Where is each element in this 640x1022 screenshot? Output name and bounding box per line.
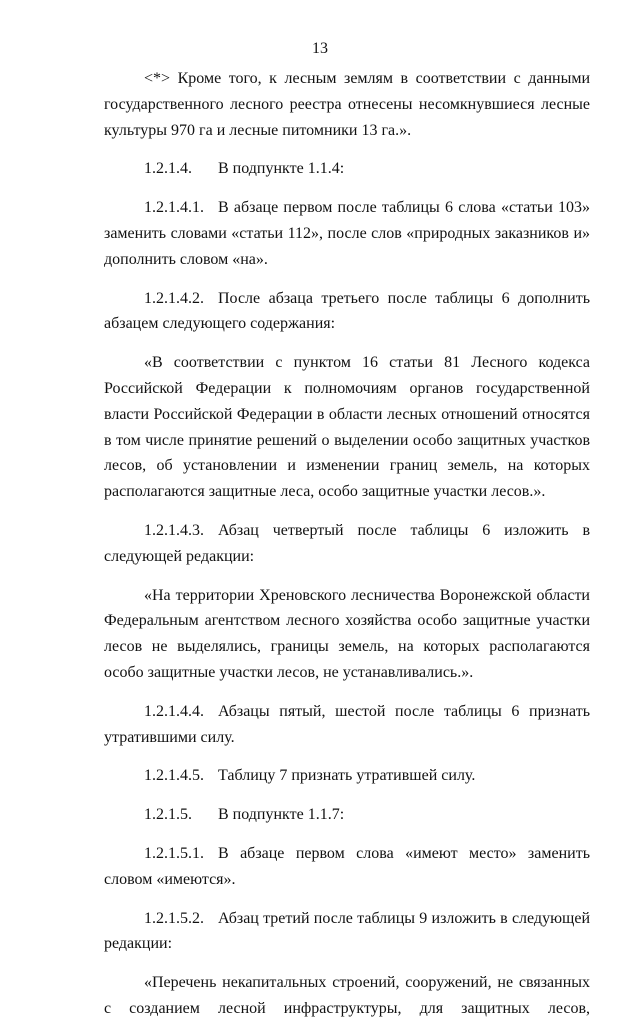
paragraph-1-2-1-4-3 <box>104 518 590 570</box>
paragraph-text: Абзац третий после таблицы 9 изложить в следующей редакции: <box>104 909 590 953</box>
paragraph-text: <*> Кроме того, к лесным землям в соответствии с данными государственного лесного реестра отнесены несомкнувшиеся лесные культуры 970 га и лесные питомники 13 га.». <box>104 70 590 139</box>
paragraph-number: 1.2.1.5. <box>144 806 192 824</box>
document-body <box>104 66 590 1022</box>
quoted-paragraph <box>104 350 590 505</box>
paragraph-1-2-1-5-1 <box>104 841 590 893</box>
paragraph-number: 1.2.1.4.3. <box>144 521 204 539</box>
paragraph-text: В абзаце первом после таблицы 6 слова «статьи 103» заменить словами «статьи 112», после слов «природных заказников и» дополнить словом «на». <box>104 199 590 268</box>
paragraph-text: В подпункте 1.1.4: <box>218 160 345 178</box>
paragraph-footnote <box>104 66 590 143</box>
paragraph-number: 1.2.1.4.5. <box>144 767 204 785</box>
paragraph-1-2-1-4-5 <box>104 763 590 789</box>
paragraph-text: В подпункте 1.1.7: <box>218 806 345 824</box>
quoted-paragraph <box>104 970 590 1022</box>
paragraph-text: В абзаце первом слова «имеют место» заменить словом «имеются». <box>104 844 590 888</box>
paragraph-text: «На территории Хреновского лесничества Воронежской области Федеральным агентством лесного хозяйства особо защитные участки лесов не выделялись, границы земель, на которых располагаются особо защитные участки лесов, не устанавливались.». <box>104 586 590 681</box>
paragraph-text: Абзацы пятый, шестой после таблицы 6 признать утратившими силу. <box>104 702 590 746</box>
paragraph-number: 1.2.1.5.2. <box>144 909 204 927</box>
paragraph-text: После абзаца третьего после таблицы 6 дополнить абзацем следующего содержания: <box>104 289 590 333</box>
paragraph-text: «В соответствии с пунктом 16 статьи 81 Лесного кодекса Российской Федерации к полномочиям органов государственной власти Российской Федерации в области лесных отношений относятся в том числе принятие решений о выделении особо защитных участков лесов, об установлении и изменении границ земель, на которых располагаются защитные леса, особо защитные участки лесов.». <box>104 354 590 501</box>
paragraph-text: «Перечень некапитальных строений, сооружений, не связанных с созданием лесной инфраструктуры, для защитных лесов, <box>104 974 590 1017</box>
paragraph-text: Таблицу 7 признать утратившей силу. <box>218 767 476 785</box>
paragraph-1-2-1-4-1 <box>104 195 590 272</box>
paragraph-1-2-1-4-4 <box>104 699 590 751</box>
paragraph-number: 1.2.1.5.1. <box>144 844 204 862</box>
paragraph-number: 1.2.1.4.4. <box>144 702 204 720</box>
paragraph-number: 1.2.1.4.1. <box>144 199 204 217</box>
paragraph-1-2-1-4 <box>104 156 590 182</box>
paragraph-number: 1.2.1.4. <box>144 160 192 178</box>
paragraph-1-2-1-4-2 <box>104 286 590 338</box>
quoted-paragraph <box>104 583 590 686</box>
paragraph-number: 1.2.1.4.2. <box>144 289 204 307</box>
paragraph-1-2-1-5-2 <box>104 906 590 958</box>
paragraph-text: Абзац четвертый после таблицы 6 изложить в следующей редакции: <box>104 521 590 565</box>
page-number: 13 <box>312 40 328 57</box>
paragraph-1-2-1-5 <box>104 802 590 828</box>
